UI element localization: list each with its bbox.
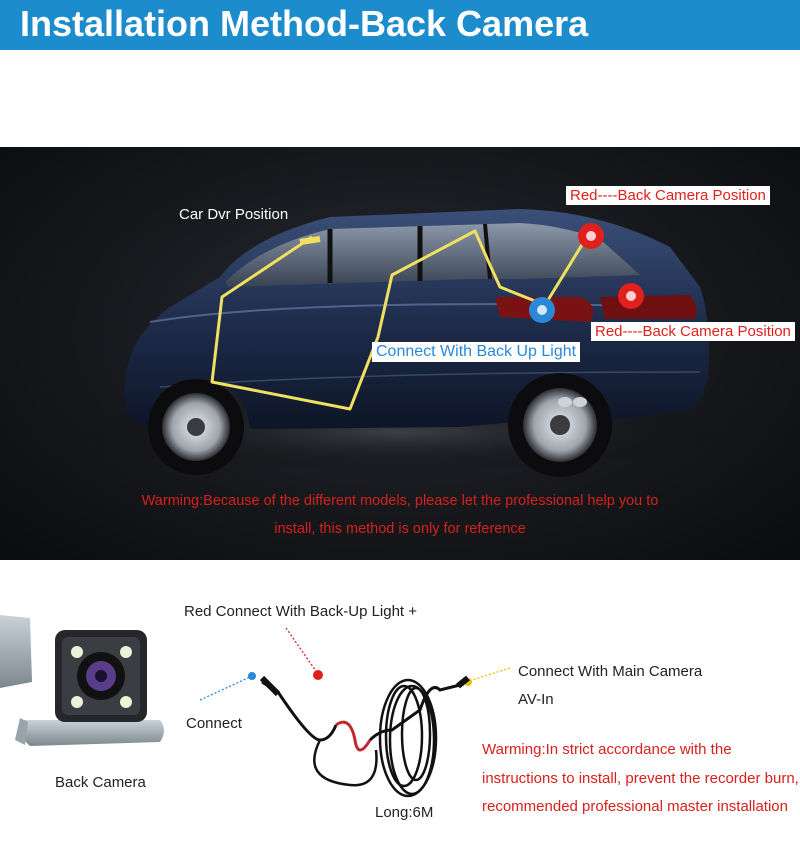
photo-warning-line1: Warming:Because of the different models, please let the professional help you to <box>141 493 659 509</box>
photo-warning-line2: install, this method is only for reference <box>274 521 526 537</box>
av-in-label: AV-In <box>518 691 554 708</box>
back-camera-label: Back Camera <box>55 774 146 791</box>
photo-warning <box>0 487 800 543</box>
car-installation-photo <box>0 147 800 560</box>
back-camera-position-label-mid: Red----Back Camera Position <box>591 322 795 341</box>
wiring-diagram <box>0 590 800 860</box>
wiring-warning: Warming:In strict accordance with the instructions to install, prevent the recorder burn, recommended professional master installation <box>482 741 799 815</box>
car-dvr-position-label: Car Dvr Position <box>179 206 289 223</box>
connect-label: Connect <box>186 715 242 732</box>
red-connect-label: Red Connect With Back-Up Light + <box>184 603 418 620</box>
page-title: Installation Method-Back Camera <box>20 3 589 44</box>
header-banner <box>0 0 800 50</box>
backup-light-label: Connect With Back Up Light <box>372 342 580 362</box>
main-camera-label: Connect With Main Camera <box>518 663 703 680</box>
back-camera-position-label-top: Red----Back Camera Position <box>566 186 770 205</box>
cable-length-label: Long:6M <box>375 804 434 821</box>
